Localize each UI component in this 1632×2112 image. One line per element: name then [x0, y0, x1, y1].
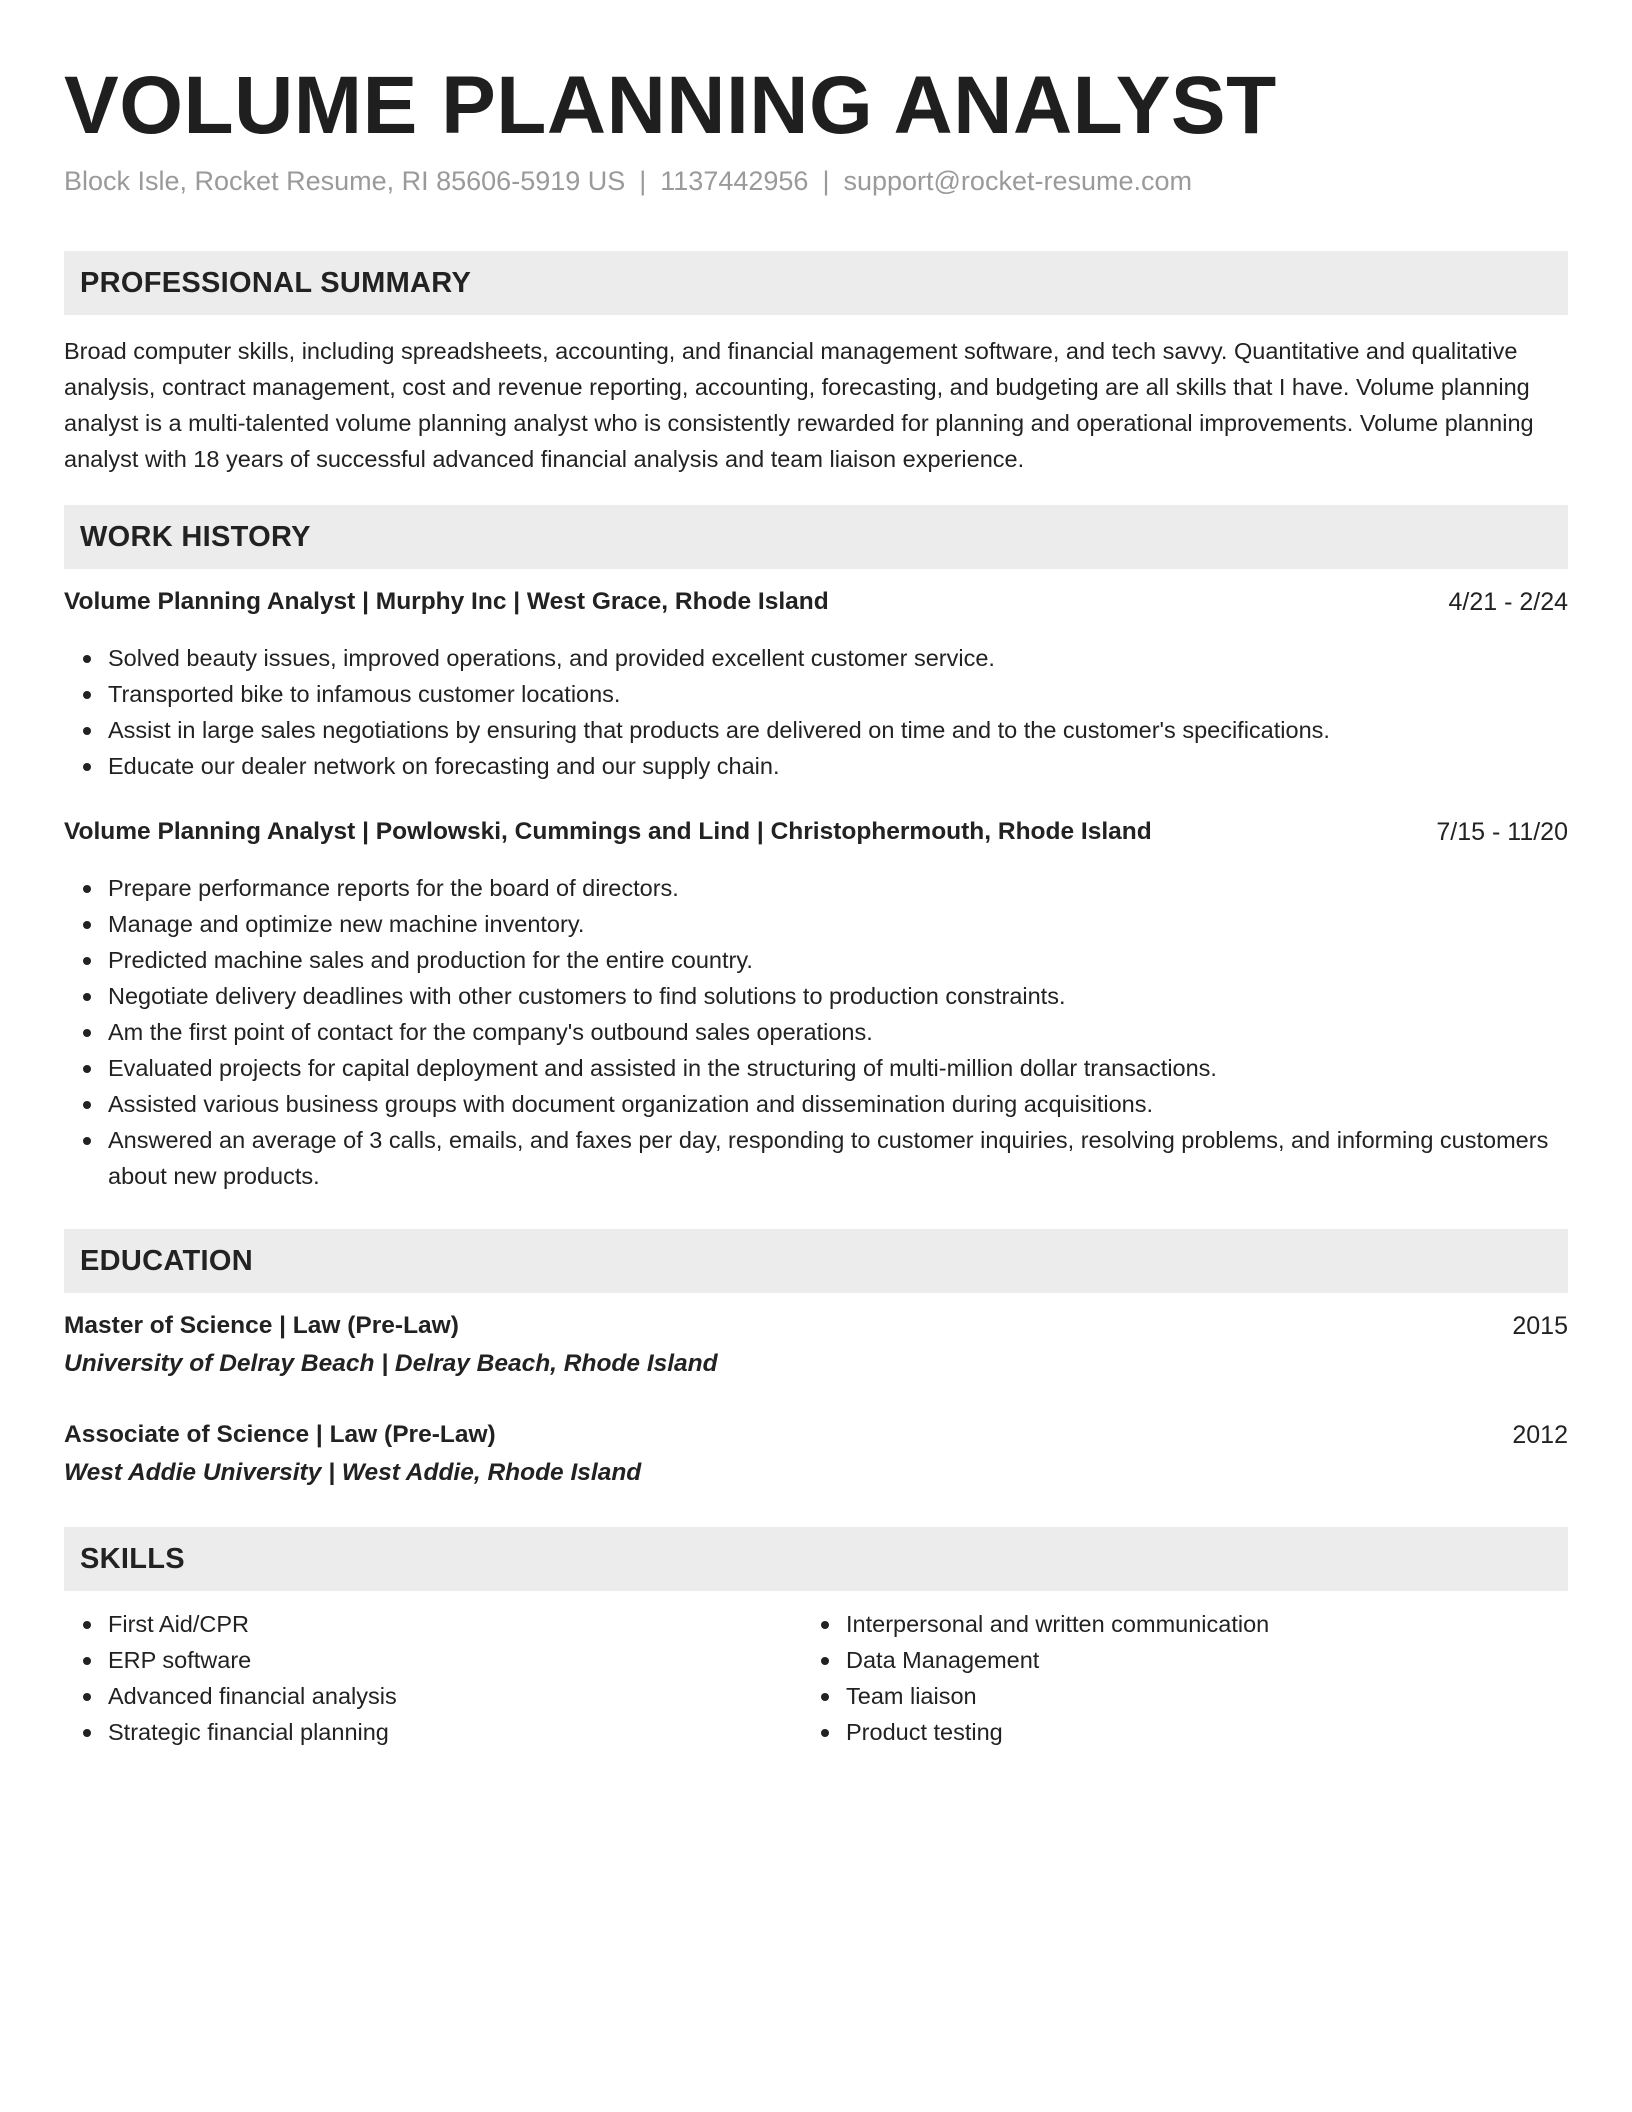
contact-separator: |	[639, 166, 647, 196]
section-title: SKILLS	[80, 1543, 185, 1575]
list-item: Manage and optimize new machine inventory.	[108, 906, 1568, 942]
contact-address: Block Isle, Rocket Resume, RI 85606-5919 US	[64, 166, 626, 196]
section-header-education	[64, 1229, 1568, 1293]
degree-year: 2015	[1512, 1312, 1568, 1340]
skill-item: Team liaison	[846, 1678, 1566, 1714]
summary-text: Broad computer skills, including spreadsheets, accounting, and financial management software, and tech savvy. Quantitative and qualitative analysis, contract management, cost and revenue reporting, accounting, forecasting, and budgeting are all skills that I have. Volume planning analyst is a multi-talented volume planning analyst who is consistently rewarded for planning and operational improvements. Volume planning analyst with 18 years of successful advanced financial analysis and team liaison experience.	[64, 338, 1534, 472]
section-header-work-history	[64, 505, 1568, 569]
degree-year: 2012	[1512, 1421, 1568, 1449]
skill-item: First Aid/CPR	[108, 1606, 808, 1642]
job-title: Volume Planning Analyst | Powlowski, Cummings and Lind | Christophermouth, Rhode Island	[64, 818, 1152, 845]
skill-item: Strategic financial planning	[108, 1714, 808, 1750]
contact-line	[64, 166, 1192, 197]
contact-phone: 1137442956	[660, 166, 809, 196]
section-title: PROFESSIONAL SUMMARY	[80, 267, 472, 299]
list-item: Assisted various business groups with document organization and dissemination during acquisitions.	[108, 1086, 1568, 1122]
candidate-name: VOLUME PLANNING ANALYST	[64, 60, 1277, 151]
skills-list-right	[802, 1606, 1566, 1750]
skill-item: Data Management	[846, 1642, 1566, 1678]
skill-item: Interpersonal and written communication	[846, 1606, 1566, 1642]
job-bullets	[64, 870, 1568, 1194]
school-name: University of Delray Beach | Delray Beach, Rhode Island	[64, 1350, 718, 1377]
job-dates: 7/15 - 11/20	[1436, 818, 1568, 846]
list-item: Prepare performance reports for the board of directors.	[108, 870, 1568, 906]
section-title: EDUCATION	[80, 1245, 253, 1277]
list-item: Assist in large sales negotiations by ensuring that products are delivered on time and to the customer's specifications.	[108, 712, 1568, 748]
list-item: Transported bike to infamous customer locations.	[108, 676, 1568, 712]
contact-email[interactable]: support@rocket-resume.com	[843, 166, 1192, 196]
skills-list-left	[64, 1606, 808, 1750]
section-header-skills	[64, 1527, 1568, 1591]
list-item: Solved beauty issues, improved operations, and provided excellent customer service.	[108, 640, 1568, 676]
section-header-summary	[64, 251, 1568, 315]
skill-item: Product testing	[846, 1714, 1566, 1750]
list-item: Am the first point of contact for the company's outbound sales operations.	[108, 1014, 1568, 1050]
job-dates: 4/21 - 2/24	[1448, 588, 1568, 616]
job-title: Volume Planning Analyst | Murphy Inc | West Grace, Rhode Island	[64, 588, 829, 615]
list-item: Educate our dealer network on forecasting and our supply chain.	[108, 748, 1568, 784]
skill-item: ERP software	[108, 1642, 808, 1678]
contact-separator: |	[822, 166, 830, 196]
list-item: Predicted machine sales and production for the entire country.	[108, 942, 1568, 978]
list-item: Answered an average of 3 calls, emails, and faxes per day, responding to customer inquiries, resolving problems, and informing customers about new products.	[108, 1122, 1568, 1194]
job-bullets	[64, 640, 1568, 784]
section-title: WORK HISTORY	[80, 521, 311, 553]
skill-item: Advanced financial analysis	[108, 1678, 808, 1714]
school-name: West Addie University | West Addie, Rhode Island	[64, 1459, 642, 1486]
list-item: Evaluated projects for capital deployment and assisted in the structuring of multi-million dollar transactions.	[108, 1050, 1568, 1086]
degree-title: Associate of Science | Law (Pre-Law)	[64, 1421, 496, 1448]
list-item: Negotiate delivery deadlines with other customers to find solutions to production constraints.	[108, 978, 1568, 1014]
degree-title: Master of Science | Law (Pre-Law)	[64, 1312, 459, 1339]
